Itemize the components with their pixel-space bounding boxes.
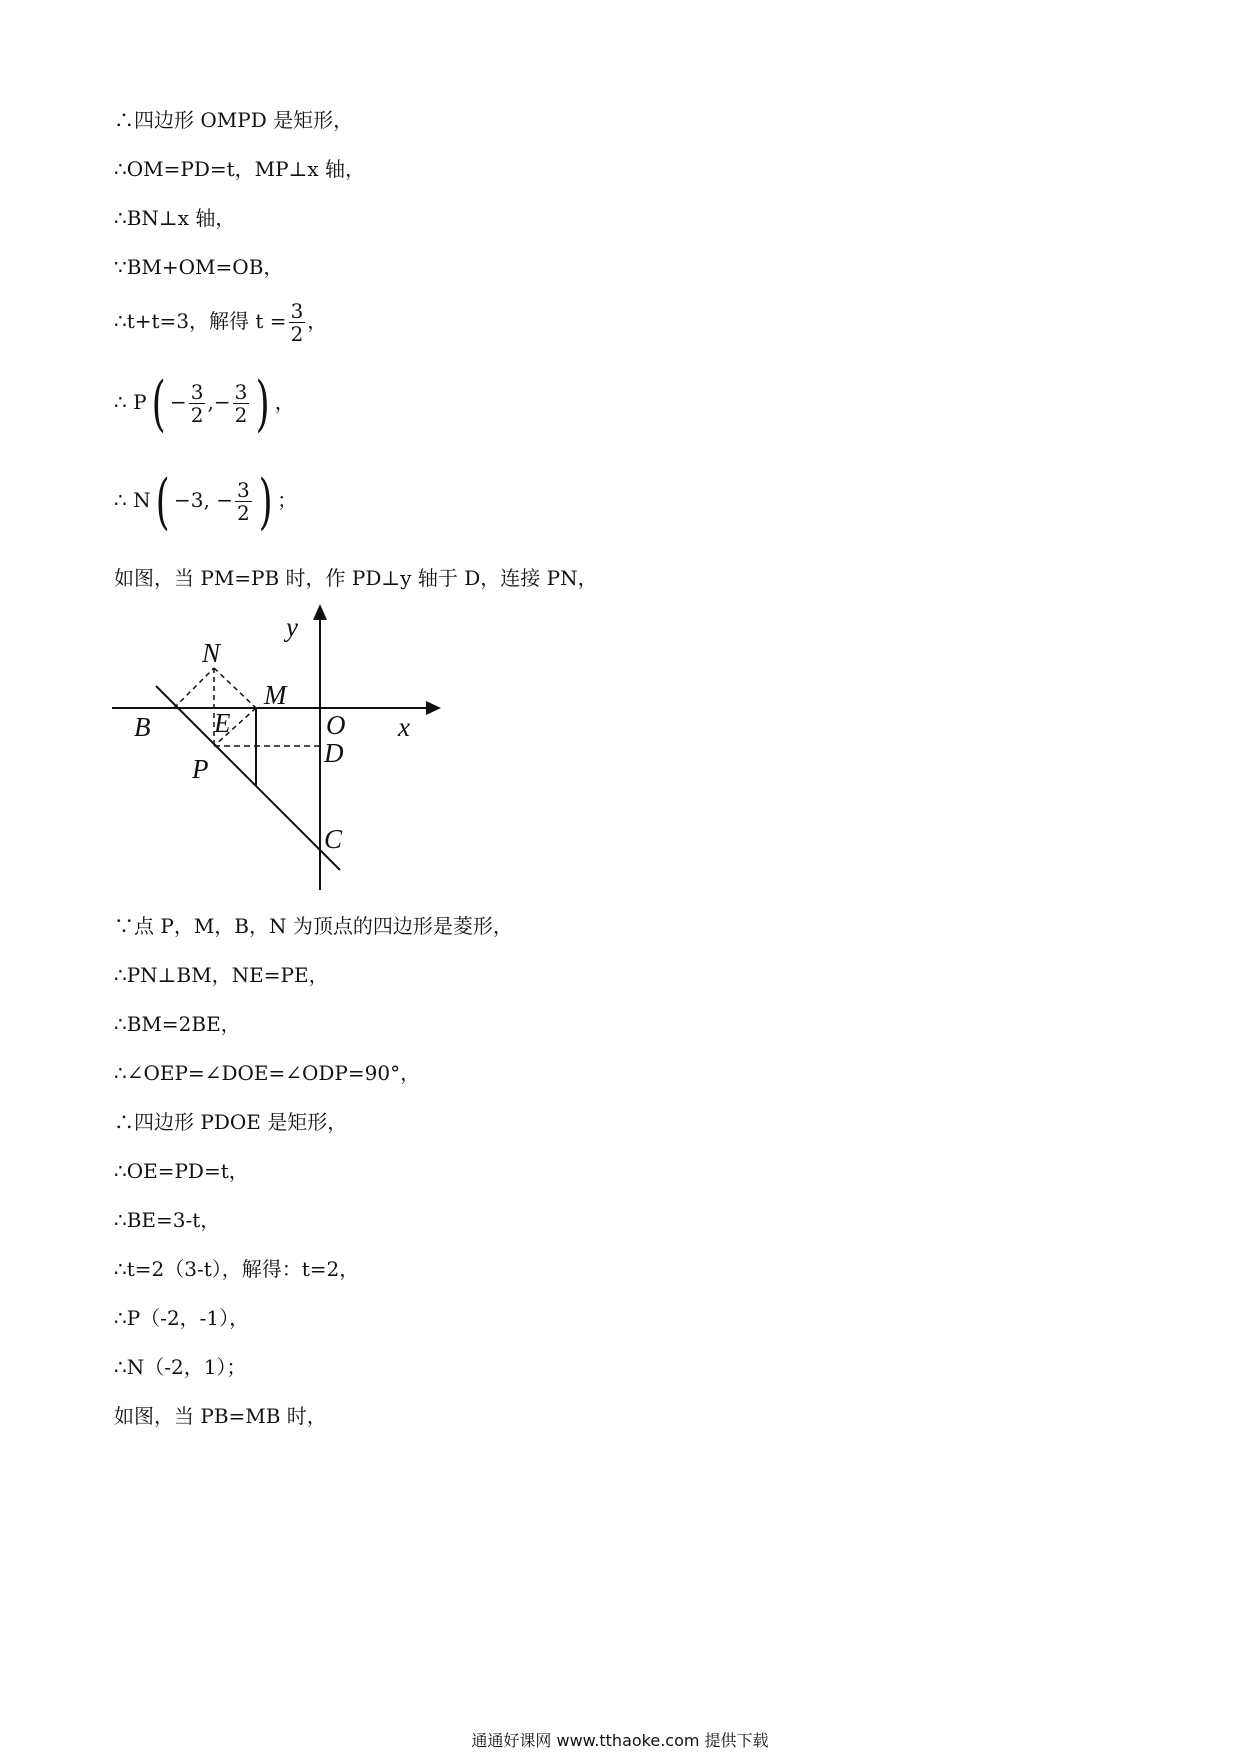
line6-prefix: ∴ P	[114, 390, 147, 414]
text-line-11: ∴BM=2BE，	[114, 1012, 241, 1036]
fraction-c	[235, 479, 252, 524]
text-line-7	[114, 466, 298, 537]
text-line-12: ∴∠OEP=∠DOE=∠ODP=90°，	[114, 1061, 421, 1085]
fraction-numerator: 3	[190, 380, 204, 404]
label-d: D	[324, 738, 344, 768]
fraction-numerator: 3	[290, 299, 304, 323]
text-line-3: ∴BN⊥x 轴，	[114, 206, 236, 230]
text-line-13: ∴四边形 PDOE 是矩形，	[114, 1110, 348, 1134]
fraction-3-2	[289, 300, 306, 345]
right-paren: )	[258, 466, 273, 537]
right-paren: )	[256, 368, 271, 439]
fraction-numerator: 3	[234, 380, 248, 404]
label-b: B	[134, 712, 151, 742]
page-footer: 通通好课网 www.tthaoke.com 提供下载	[471, 1731, 769, 1750]
label-o: O	[326, 710, 346, 740]
text-line-2: ∴OM=PD=t，MP⊥x 轴，	[114, 157, 366, 181]
text-line-6	[114, 368, 295, 439]
text-line-17: ∴P（-2，-1），	[114, 1306, 250, 1330]
dashed-nm	[214, 668, 256, 708]
label-c: C	[324, 824, 343, 854]
left-paren: (	[155, 466, 170, 537]
text-line-4: ∵BM+OM=OB，	[114, 255, 284, 279]
line6-suffix: ，	[274, 390, 295, 414]
text-line-5	[114, 296, 327, 346]
fraction-denominator: 2	[236, 501, 250, 525]
fraction-denominator: 2	[190, 403, 204, 427]
label-n: N	[202, 638, 221, 668]
fraction-numerator: 3	[236, 478, 250, 502]
dashed-bn	[174, 668, 214, 708]
line-bc	[156, 686, 340, 870]
line5-prefix: ∴t+t=3，解得 t =	[114, 309, 287, 333]
line7-a: −3, −	[174, 488, 233, 512]
y-axis-arrow	[313, 604, 327, 620]
label-p: P	[192, 754, 209, 784]
label-x: x	[398, 712, 410, 742]
text-line-9: ∵点 P，M，B，N 为顶点的四边形是菱形，	[114, 914, 513, 938]
text-line-14: ∴OE=PD=t，	[114, 1159, 249, 1183]
geometry-figure	[108, 600, 448, 890]
left-paren: (	[151, 368, 166, 439]
text-line-16: ∴t=2（3-t），解得：t=2，	[114, 1257, 360, 1281]
text-line-15: ∴BE=3-t，	[114, 1208, 221, 1232]
line6-a-sign: −	[169, 390, 187, 414]
fraction-b	[233, 381, 250, 426]
line5-suffix: ，	[307, 309, 328, 333]
line6-sep: ,	[207, 390, 214, 414]
text-line-19: 如图，当 PB=MB 时，	[114, 1404, 327, 1428]
fraction-denominator: 2	[290, 322, 304, 346]
label-e: E	[214, 708, 231, 738]
x-axis-arrow	[426, 701, 441, 715]
label-y: y	[286, 612, 298, 642]
line6-b-sign: −	[213, 390, 231, 414]
label-m: M	[264, 680, 287, 710]
line7-prefix: ∴ N	[114, 488, 151, 512]
fraction-a	[189, 381, 206, 426]
text-line-8: 如图，当 PM=PB 时，作 PD⊥y 轴于 D，连接 PN，	[114, 566, 598, 590]
line7-suffix: ；	[277, 488, 298, 512]
text-line-1: ∴四边形 OMPD 是矩形，	[114, 108, 354, 132]
text-line-18: ∴N（-2，1）；	[114, 1355, 247, 1379]
text-line-10: ∴PN⊥BM，NE=PE，	[114, 963, 329, 987]
fraction-denominator: 2	[234, 403, 248, 427]
